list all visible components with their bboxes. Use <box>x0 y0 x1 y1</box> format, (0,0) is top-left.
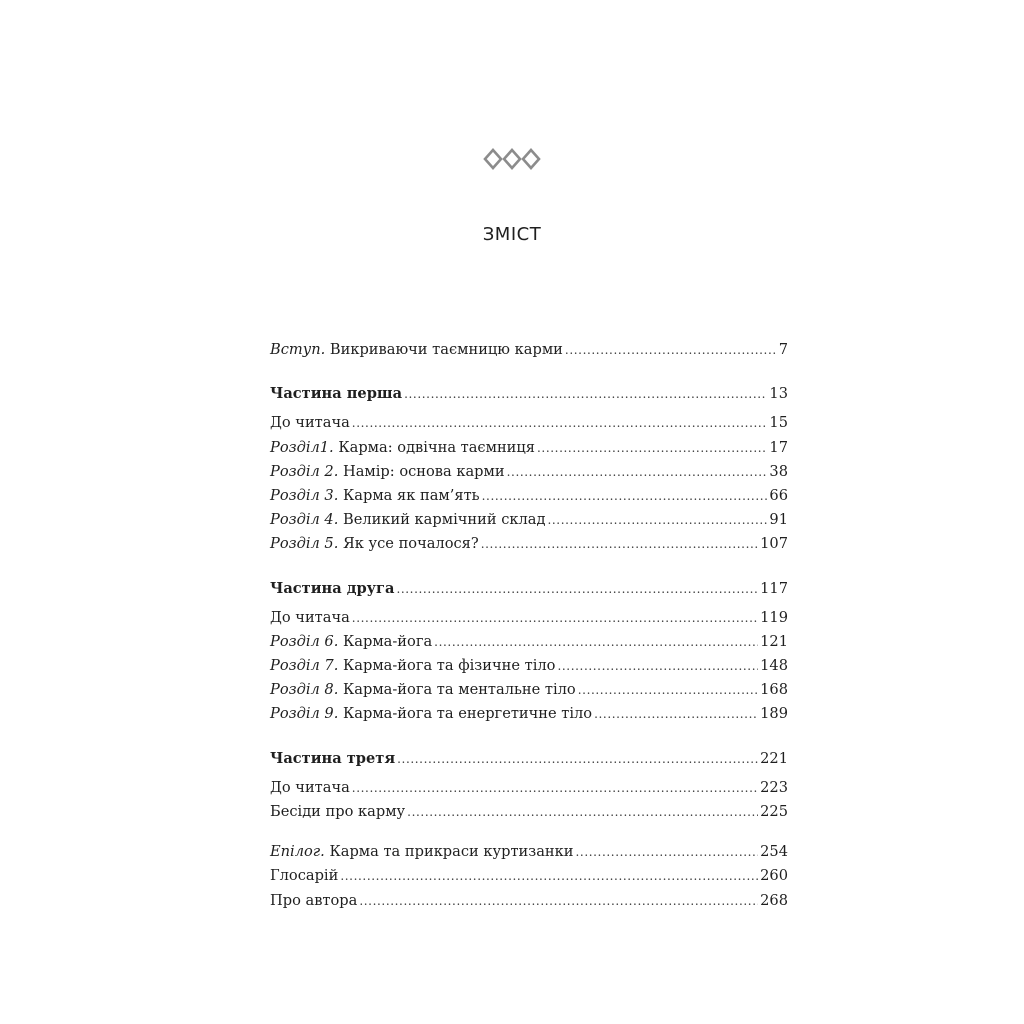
toc-entry[interactable] <box>270 411 788 435</box>
page-number: 189 <box>760 705 788 723</box>
page-number: 268 <box>760 891 788 909</box>
page-number: 17 <box>769 438 788 456</box>
page-number: 38 <box>769 462 788 480</box>
dot-leader <box>482 484 768 508</box>
page-number: 260 <box>760 867 788 885</box>
dot-leader <box>340 864 758 888</box>
entry-prefix: Розділ 4. <box>270 511 339 529</box>
toc-entry[interactable] <box>270 776 788 800</box>
toc-part-2[interactable] <box>270 577 788 601</box>
page-number: 66 <box>769 486 788 504</box>
entry-prefix: Епілог. <box>270 843 325 861</box>
entry-title: До читача <box>270 608 350 626</box>
dot-leader <box>359 889 758 913</box>
part-title: Частина перша <box>270 385 403 403</box>
dot-leader <box>481 532 758 556</box>
dot-leader <box>407 800 758 824</box>
toc-entry-epilogue[interactable] <box>270 840 788 864</box>
toc-entry[interactable] <box>270 436 788 460</box>
dot-leader <box>594 702 758 726</box>
entry-title: Карма-йога <box>342 632 433 650</box>
entry-prefix: Вступ. <box>270 341 326 358</box>
part-title: Частина третя <box>270 749 396 767</box>
toc-entry-glossary[interactable] <box>270 864 788 888</box>
page-title: ЗМІСТ <box>482 224 542 245</box>
diamond-ornament-icon <box>483 148 541 170</box>
entry-prefix: Розділ 5. <box>270 535 339 553</box>
toc-entry[interactable] <box>270 678 788 702</box>
entry-prefix: Розділ 2. <box>270 462 339 480</box>
toc-part-3[interactable] <box>270 747 788 771</box>
entry-title: Карма-йога та енергетичне тіло <box>342 705 593 723</box>
dot-leader <box>404 382 767 406</box>
toc-entry[interactable] <box>270 654 788 678</box>
toc-entry[interactable] <box>270 630 788 654</box>
entry-prefix: Розділ 9. <box>270 705 339 723</box>
page-number: 107 <box>760 535 788 553</box>
part-title: Частина друга <box>270 579 395 597</box>
entry-title: Великий кармічний склад <box>342 511 546 529</box>
page-number: 119 <box>760 608 788 626</box>
dot-leader <box>352 776 758 800</box>
page-number: 148 <box>760 657 788 675</box>
toc-entry-about-author[interactable] <box>270 889 788 913</box>
entry-title: Про автора <box>270 891 358 909</box>
dot-leader <box>557 654 758 678</box>
entry-prefix: Розділ1. <box>270 438 334 456</box>
toc-entry[interactable] <box>270 532 788 556</box>
entry-prefix: Розділ 6. <box>270 632 339 650</box>
toc-entry[interactable] <box>270 702 788 726</box>
dot-leader <box>434 630 758 654</box>
page-number: 13 <box>769 385 788 403</box>
entry-prefix: Розділ 3. <box>270 486 339 504</box>
entry-title: Карма як пам’ять <box>342 486 480 504</box>
entry-title: Карма-йога та фізичне тіло <box>342 657 556 675</box>
entry-title: Бесіди про карму <box>270 803 406 820</box>
toc-part-1[interactable] <box>270 382 788 406</box>
dot-leader <box>397 747 758 771</box>
toc-entry[interactable] <box>270 460 788 484</box>
page-number: 121 <box>760 632 788 650</box>
toc-entry[interactable] <box>270 606 788 630</box>
dot-leader <box>575 840 758 864</box>
toc-entry-intro[interactable] <box>270 338 788 362</box>
page-number: 7 <box>778 341 788 358</box>
entry-title: Карма: одвічна таємниця <box>338 438 536 456</box>
dot-leader <box>396 577 758 601</box>
entry-title: До читача <box>270 778 350 796</box>
dot-leader <box>578 678 758 702</box>
page-number: 254 <box>760 843 788 861</box>
toc-entry[interactable] <box>270 800 788 824</box>
table-of-contents <box>270 338 788 913</box>
entry-prefix: Розділ 8. <box>270 681 339 699</box>
page-number: 223 <box>760 778 788 796</box>
page-number: 91 <box>769 511 788 529</box>
page-number: 117 <box>760 579 788 597</box>
entry-title: До читача <box>270 414 350 432</box>
entry-title: Карма та прикраси куртизанки <box>329 843 574 861</box>
entry-title: Викриваючи таємницю карми <box>329 341 563 358</box>
page-number: 221 <box>760 749 788 767</box>
page-number: 225 <box>760 803 788 820</box>
page-number: 168 <box>760 681 788 699</box>
diamond-ornament <box>0 148 1024 170</box>
page-number: 15 <box>769 414 788 432</box>
toc-entry[interactable] <box>270 484 788 508</box>
entry-title: Як усе почалося? <box>342 535 479 553</box>
dot-leader <box>507 460 768 484</box>
dot-leader <box>352 606 758 630</box>
entry-prefix: Розділ 7. <box>270 657 339 675</box>
dot-leader <box>352 411 768 435</box>
dot-leader <box>537 436 767 460</box>
entry-title: Карма-йога та ментальне тіло <box>342 681 576 699</box>
dot-leader <box>547 508 767 532</box>
toc-entry[interactable] <box>270 508 788 532</box>
entry-title: Намір: основа карми <box>342 462 505 480</box>
entry-title: Глосарій <box>270 867 339 885</box>
dot-leader <box>565 338 777 362</box>
